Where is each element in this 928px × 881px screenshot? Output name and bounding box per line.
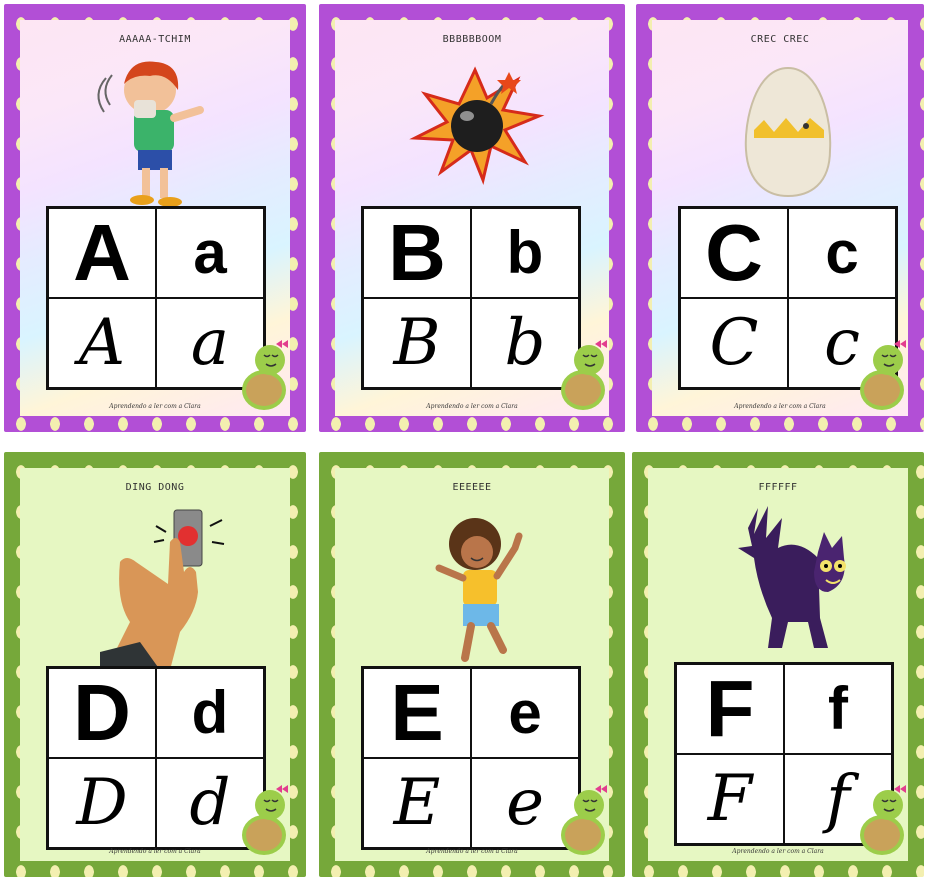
- cursive-lower-letter: d: [189, 766, 231, 840]
- print-upper-letter: D: [73, 668, 131, 757]
- cursive-lower-letter: e: [506, 766, 544, 840]
- sound-label: AAAAA-TCHIM: [119, 34, 191, 45]
- sound-label: CREC CREC: [750, 34, 810, 45]
- sound-label: BBBBBBOOM: [442, 34, 502, 45]
- card-b: [319, 4, 625, 432]
- print-lower-letter: c: [825, 219, 859, 286]
- card-background: [648, 468, 908, 861]
- print-lower-cell: [471, 668, 579, 758]
- letter-grid: [361, 206, 581, 390]
- sneezing-boy-icon: [90, 50, 220, 210]
- cursive-upper-letter: B: [393, 306, 441, 380]
- cursive-upper-cell: [48, 298, 156, 388]
- card-c: [636, 4, 924, 432]
- print-upper-cell: [363, 208, 471, 298]
- card-f: [632, 452, 924, 877]
- print-lower-letter: d: [191, 679, 229, 746]
- footer-text: Aprendendo a ler com a Clara: [734, 403, 826, 410]
- sound-label: FFFFFF: [758, 482, 798, 493]
- print-upper-cell: [676, 664, 784, 754]
- print-upper-cell: [363, 668, 471, 758]
- print-lower-letter: b: [506, 219, 544, 286]
- card-background: [20, 468, 290, 861]
- footer-text: Aprendendo a ler com a Clara: [732, 848, 824, 855]
- cursive-upper-cell: [676, 754, 784, 844]
- cursive-lower-letter: a: [190, 306, 230, 380]
- print-upper-cell: [48, 668, 156, 758]
- doorbell-finger-icon: [100, 502, 240, 672]
- cursive-lower-letter: f: [826, 762, 850, 836]
- print-lower-letter: a: [193, 219, 227, 286]
- print-upper-letter: B: [388, 208, 446, 297]
- card-background: [20, 20, 290, 416]
- print-lower-cell: [156, 668, 264, 758]
- footer-text: Aprendendo a ler com a Clara: [426, 403, 518, 410]
- cursive-upper-letter: A: [78, 306, 126, 380]
- print-upper-cell: [680, 208, 788, 298]
- card-a: [4, 4, 306, 432]
- print-lower-cell: [471, 208, 579, 298]
- print-upper-letter: A: [73, 208, 131, 297]
- footer-text: Aprendendo a ler com a Clara: [426, 848, 518, 855]
- print-lower-cell: [156, 208, 264, 298]
- bomb-explosion-icon: [405, 50, 545, 200]
- card-e: [319, 452, 625, 877]
- footer-text: Aprendendo a ler com a Clara: [109, 848, 201, 855]
- cursive-upper-letter: C: [709, 306, 759, 380]
- card-background: [652, 20, 908, 416]
- scared-cat-icon: [728, 498, 858, 658]
- cursive-upper-cell: [680, 298, 788, 388]
- print-lower-cell: [788, 208, 896, 298]
- print-lower-letter: f: [828, 675, 848, 742]
- card-d: [4, 452, 306, 877]
- card-background: [335, 20, 609, 416]
- print-upper-cell: [48, 208, 156, 298]
- cursive-lower-letter: c: [824, 306, 860, 380]
- cursive-upper-cell: [363, 758, 471, 848]
- hatching-egg-icon: [740, 60, 836, 200]
- print-upper-letter: C: [705, 208, 763, 297]
- cursive-upper-letter: F: [707, 762, 753, 836]
- card-background: [335, 468, 609, 861]
- print-upper-letter: F: [705, 664, 755, 753]
- letter-grid: [361, 666, 581, 850]
- sound-label: DING DONG: [125, 482, 185, 493]
- print-lower-letter: e: [508, 679, 542, 746]
- cursive-lower-letter: b: [504, 306, 546, 380]
- letter-grid: [46, 206, 266, 390]
- cursive-upper-cell: [48, 758, 156, 848]
- cursive-upper-letter: E: [393, 766, 441, 840]
- happy-child-icon: [425, 508, 545, 668]
- cursive-upper-letter: D: [76, 766, 128, 840]
- cursive-upper-cell: [363, 298, 471, 388]
- print-lower-cell: [784, 664, 892, 754]
- print-upper-letter: E: [390, 668, 444, 757]
- sound-label: EEEEEE: [452, 482, 492, 493]
- footer-text: Aprendendo a ler com a Clara: [109, 403, 201, 410]
- letter-grid: [46, 666, 266, 850]
